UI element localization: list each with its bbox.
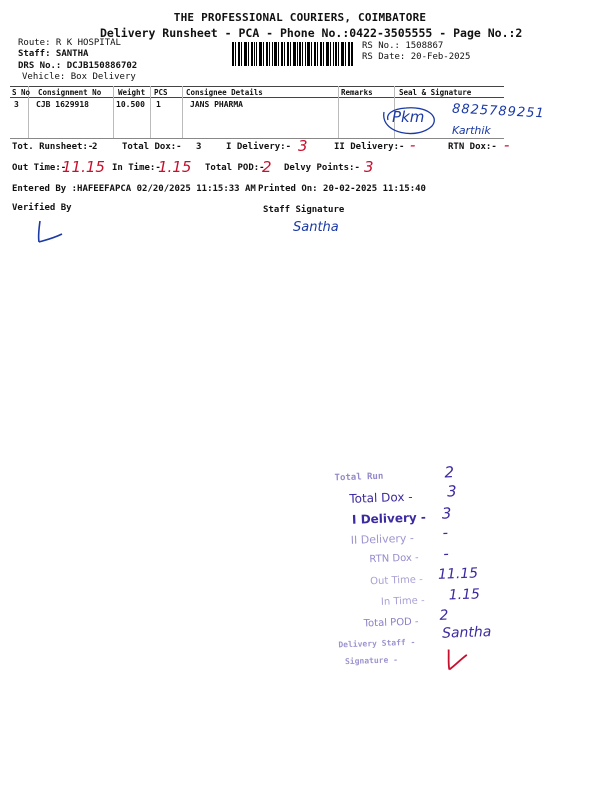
in-time-value: 1.15: [158, 158, 192, 176]
stamp-label-out-time: Out Time -: [370, 574, 423, 588]
rtn-dox-label: RTN Dox:-: [448, 142, 497, 152]
stamp-value-total-dox: 3: [446, 482, 457, 501]
stamp-value-in-time: 1.15: [448, 586, 481, 604]
stamp-value-delivery-staff: Santha: [441, 624, 492, 642]
stamp-label-total-run: Total Run: [334, 471, 384, 484]
stamp-label-ii-delivery: II Delivery -: [350, 531, 415, 547]
cell-consignment: CJB 1629918: [36, 100, 89, 109]
stamp-value-out-time: 11.15: [437, 565, 479, 583]
delvy-points-label: Delvy Points:-: [284, 163, 360, 173]
cell-pcs: 1: [156, 100, 161, 109]
tot-runsheet-label: Tot. Runsheet:-: [12, 142, 94, 152]
stamp-label-total-dox: Total Dox -: [349, 489, 413, 506]
total-dox-label: Total Dox:-: [122, 142, 182, 152]
runsheet-title: Delivery Runsheet - PCA - Phone No.:0422-3505555 - Page No.:2: [100, 26, 523, 40]
out-time-value: 11.15: [62, 158, 105, 176]
receiver-phone: 8825789251: [451, 101, 546, 122]
tot-runsheet-value: 2: [92, 142, 98, 152]
barcode-image: [232, 42, 354, 66]
ii-delivery-value: -: [410, 136, 416, 154]
staff-signature-label: Staff Signature: [263, 205, 345, 215]
stamp-value-total-run: 2: [444, 463, 455, 482]
barcode-bars: [232, 42, 354, 66]
i-delivery-value: 3: [298, 137, 308, 155]
vehicle-text: Vehicle: Box Delivery: [22, 72, 136, 82]
rtn-dox-value: -: [504, 136, 510, 154]
printed-on: Printed On: 20-02-2025 11:15:40: [258, 184, 426, 194]
stamp-value-rtn-dox: -: [442, 544, 450, 563]
col-header-pcs: PCS: [154, 88, 168, 97]
total-dox-value: 3: [196, 142, 202, 152]
drs-number: DRS No.: DCJB150886702: [18, 61, 138, 71]
total-pod-label: Total POD:-: [205, 163, 265, 173]
receiver-initials: Pkm: [392, 108, 425, 126]
entered-by: Entered By :HAFEEFAPCA 02/20/2025 11:15:33 AM: [12, 184, 256, 194]
receiver-name: Karthik: [452, 124, 491, 137]
col-header-consignee: Consignee Details: [186, 88, 263, 97]
stamp-label-signature: Signature -: [344, 655, 399, 667]
stamp-label-delivery-staff: Delivery Staff -: [338, 637, 416, 650]
stamp-label-total-pod: Total POD -: [363, 616, 419, 630]
col-header-sno: S No: [12, 88, 31, 97]
delvy-points-value: 3: [364, 158, 374, 176]
cell-sno: 3: [14, 100, 19, 109]
stamp-value-ii-delivery: -: [442, 523, 449, 542]
staff-signature-value: Santha: [293, 220, 339, 235]
route-text: Route: R K HOSPITAL: [18, 38, 121, 48]
verified-by-label: Verified By: [12, 203, 72, 213]
stamp-label-in-time: In Time -: [380, 595, 425, 608]
rs-date: RS Date: 20-Feb-2025: [362, 52, 471, 62]
i-delivery-label: I Delivery:-: [226, 142, 292, 152]
out-time-label: Out Time:-: [12, 163, 67, 173]
company-name: THE PROFESSIONAL COURIERS, COIMBATORE: [173, 11, 427, 24]
stamp-label-rtn-dox: RTN Dox -: [369, 552, 419, 566]
stamp-signature-mark: [443, 647, 470, 674]
stamp-value-total-pod: 2: [439, 607, 449, 624]
col-header-seal: Seal & Signature: [399, 88, 472, 97]
total-pod-value: 2: [262, 158, 272, 176]
stamp-label-i-delivery: I Delivery -: [351, 510, 427, 527]
col-header-remarks: Remarks: [341, 88, 373, 97]
ii-delivery-label: II Delivery:-: [334, 142, 405, 152]
rs-number: RS No.: 1508867: [362, 41, 444, 51]
cell-consignee: JANS PHARMA: [190, 100, 243, 109]
verified-signature-mark: [30, 218, 64, 246]
col-header-weight: Weight: [118, 88, 146, 97]
delivery-stamp: [326, 462, 492, 687]
stamp-value-i-delivery: 3: [441, 504, 452, 523]
col-header-consignment: Consignment No: [38, 88, 102, 97]
in-time-label: In Time:-: [112, 163, 161, 173]
cell-weight: 10.500: [116, 100, 145, 109]
staff-text: Staff: SANTHA: [18, 49, 89, 59]
